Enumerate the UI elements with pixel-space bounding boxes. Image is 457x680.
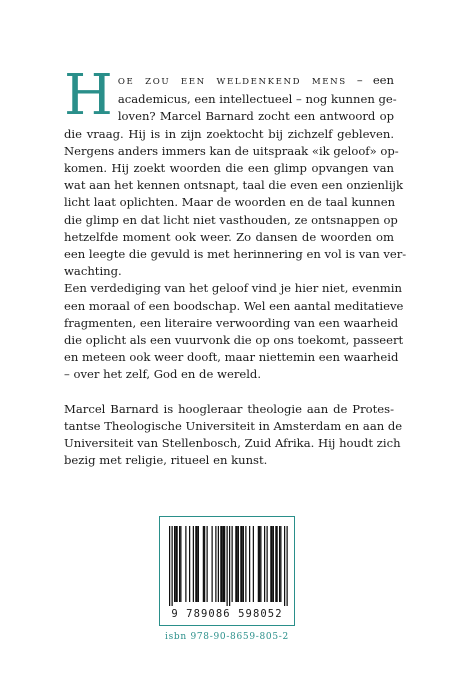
blurb-line: wat aan het kennen ontsnapt, taal die even een onzienlijk <box>64 178 404 193</box>
barcode-bars <box>160 517 294 609</box>
barcode-bar <box>260 526 261 602</box>
barcode-bar <box>177 526 178 602</box>
barcode-bar <box>235 526 236 602</box>
barcode-bar <box>212 526 213 602</box>
barcode-digits: 9 789086 598052 <box>171 608 283 620</box>
author-bio-line: bezig met religie, ritueel en kunst. <box>64 453 268 468</box>
barcode-bar <box>198 526 199 602</box>
barcode-bar <box>258 526 259 602</box>
barcode-bar <box>175 526 176 602</box>
back-cover-blurb <box>64 63 407 469</box>
barcode <box>159 516 295 626</box>
blurb-lead-smallcaps: OE ZOU EEN WELDENKEND MENS <box>117 77 347 87</box>
barcode-bar <box>259 526 260 602</box>
barcode-bar <box>243 526 244 602</box>
blurb-line: hetzelfde moment ook weer. Zo dansen de woorden om <box>64 229 394 244</box>
drop-cap: H <box>64 63 113 128</box>
barcode-bar <box>224 526 225 602</box>
barcode-bar <box>232 526 233 602</box>
barcode-bar <box>203 526 204 602</box>
barcode-bar <box>280 526 281 602</box>
barcode-bar <box>272 526 273 602</box>
blurb-line-text: – een <box>346 73 395 87</box>
barcode-bar <box>275 526 276 602</box>
blurb-line: een leegte die gevuld is met herinnering en vol is van ver- <box>64 247 407 262</box>
blurb-line: – over het zelf, God en de wereld. <box>64 367 262 382</box>
blurb-line: komen. Hij zoekt woorden die een glimp opvangen van <box>64 161 394 176</box>
barcode-bar <box>195 526 196 602</box>
blurb-line: wachting. <box>64 264 122 279</box>
barcode-bar <box>207 526 208 602</box>
barcode-bar <box>172 526 173 606</box>
barcode-bar <box>179 526 180 602</box>
barcode-bar <box>218 526 219 602</box>
barcode-bar <box>284 526 285 606</box>
blurb-line: die glimp en dat licht niet vasthouden, ze ontsnappen op <box>64 212 398 227</box>
barcode-bar <box>237 526 238 602</box>
barcode-bar <box>264 526 265 602</box>
barcode-bar <box>180 526 181 602</box>
barcode-bar <box>193 526 194 602</box>
author-bio-line: tantse Theologische Universiteit in Amsterdam en aan de <box>64 418 403 433</box>
barcode-bar <box>174 526 175 602</box>
barcode-bar <box>240 526 241 602</box>
blurb-line: een moraal of een boodschap. Wel een aantal meditatieve <box>64 298 404 313</box>
barcode-bar <box>277 526 278 602</box>
barcode-bar <box>267 526 268 602</box>
author-bio-line: Universiteit van Stellenbosch, Zuid Afrika. Hij houdt zich <box>64 436 401 451</box>
blurb-line: licht laat oplichten. Maar de woorden en de taal kunnen <box>64 195 396 210</box>
barcode-bar <box>189 526 190 602</box>
blurb-line: Een verdediging van het geloof vind je hier niet, evenmin <box>64 281 402 296</box>
blurb-line: en meteen ook weer dooft, maar niettemin een waarheid <box>64 350 399 365</box>
barcode-bar <box>242 526 243 602</box>
barcode-bar <box>222 526 223 602</box>
barcode-bar <box>245 526 246 602</box>
paragraph-spacer <box>64 384 394 401</box>
barcode-bar <box>273 526 274 602</box>
barcode-bar <box>253 526 254 602</box>
blurb-line: die oplicht als een vuurvonk die op ons toekomt, passeert <box>64 333 404 348</box>
barcode-bar <box>287 526 288 606</box>
barcode-bar <box>169 526 170 606</box>
barcode-bar <box>197 526 198 602</box>
blurb-line <box>64 72 394 91</box>
isbn-number: isbn 978-90-8659-805-2 <box>165 632 289 642</box>
barcode-bar <box>270 526 271 602</box>
barcode-bar <box>279 526 280 602</box>
barcode-bar <box>220 526 221 602</box>
barcode-bar <box>215 526 216 602</box>
barcode-bar <box>229 526 230 606</box>
blurb-line: academicus, een intellectueel – nog kunnen ge- <box>117 92 397 107</box>
author-bio-line: Marcel Barnard is hoogleraar theologie aan de Protes- <box>64 401 394 416</box>
blurb-line: fragmenten, een literaire verwoording van een waarheid <box>64 315 399 330</box>
blurb-line: loven? Marcel Barnard zocht een antwoord op <box>117 109 394 124</box>
blurb-line: die vraag. Hij is in zijn zoektocht bij zichzelf gebleven. <box>64 126 394 141</box>
barcode-bar <box>227 526 228 606</box>
barcode-bar <box>249 526 250 602</box>
barcode-bar <box>223 526 224 602</box>
barcode-bar <box>204 526 205 602</box>
barcode-bar <box>238 526 239 602</box>
blurb-line: Nergens anders immers kan de uitspraak «ik geloof» op- <box>64 143 399 158</box>
barcode-bar <box>185 526 186 602</box>
